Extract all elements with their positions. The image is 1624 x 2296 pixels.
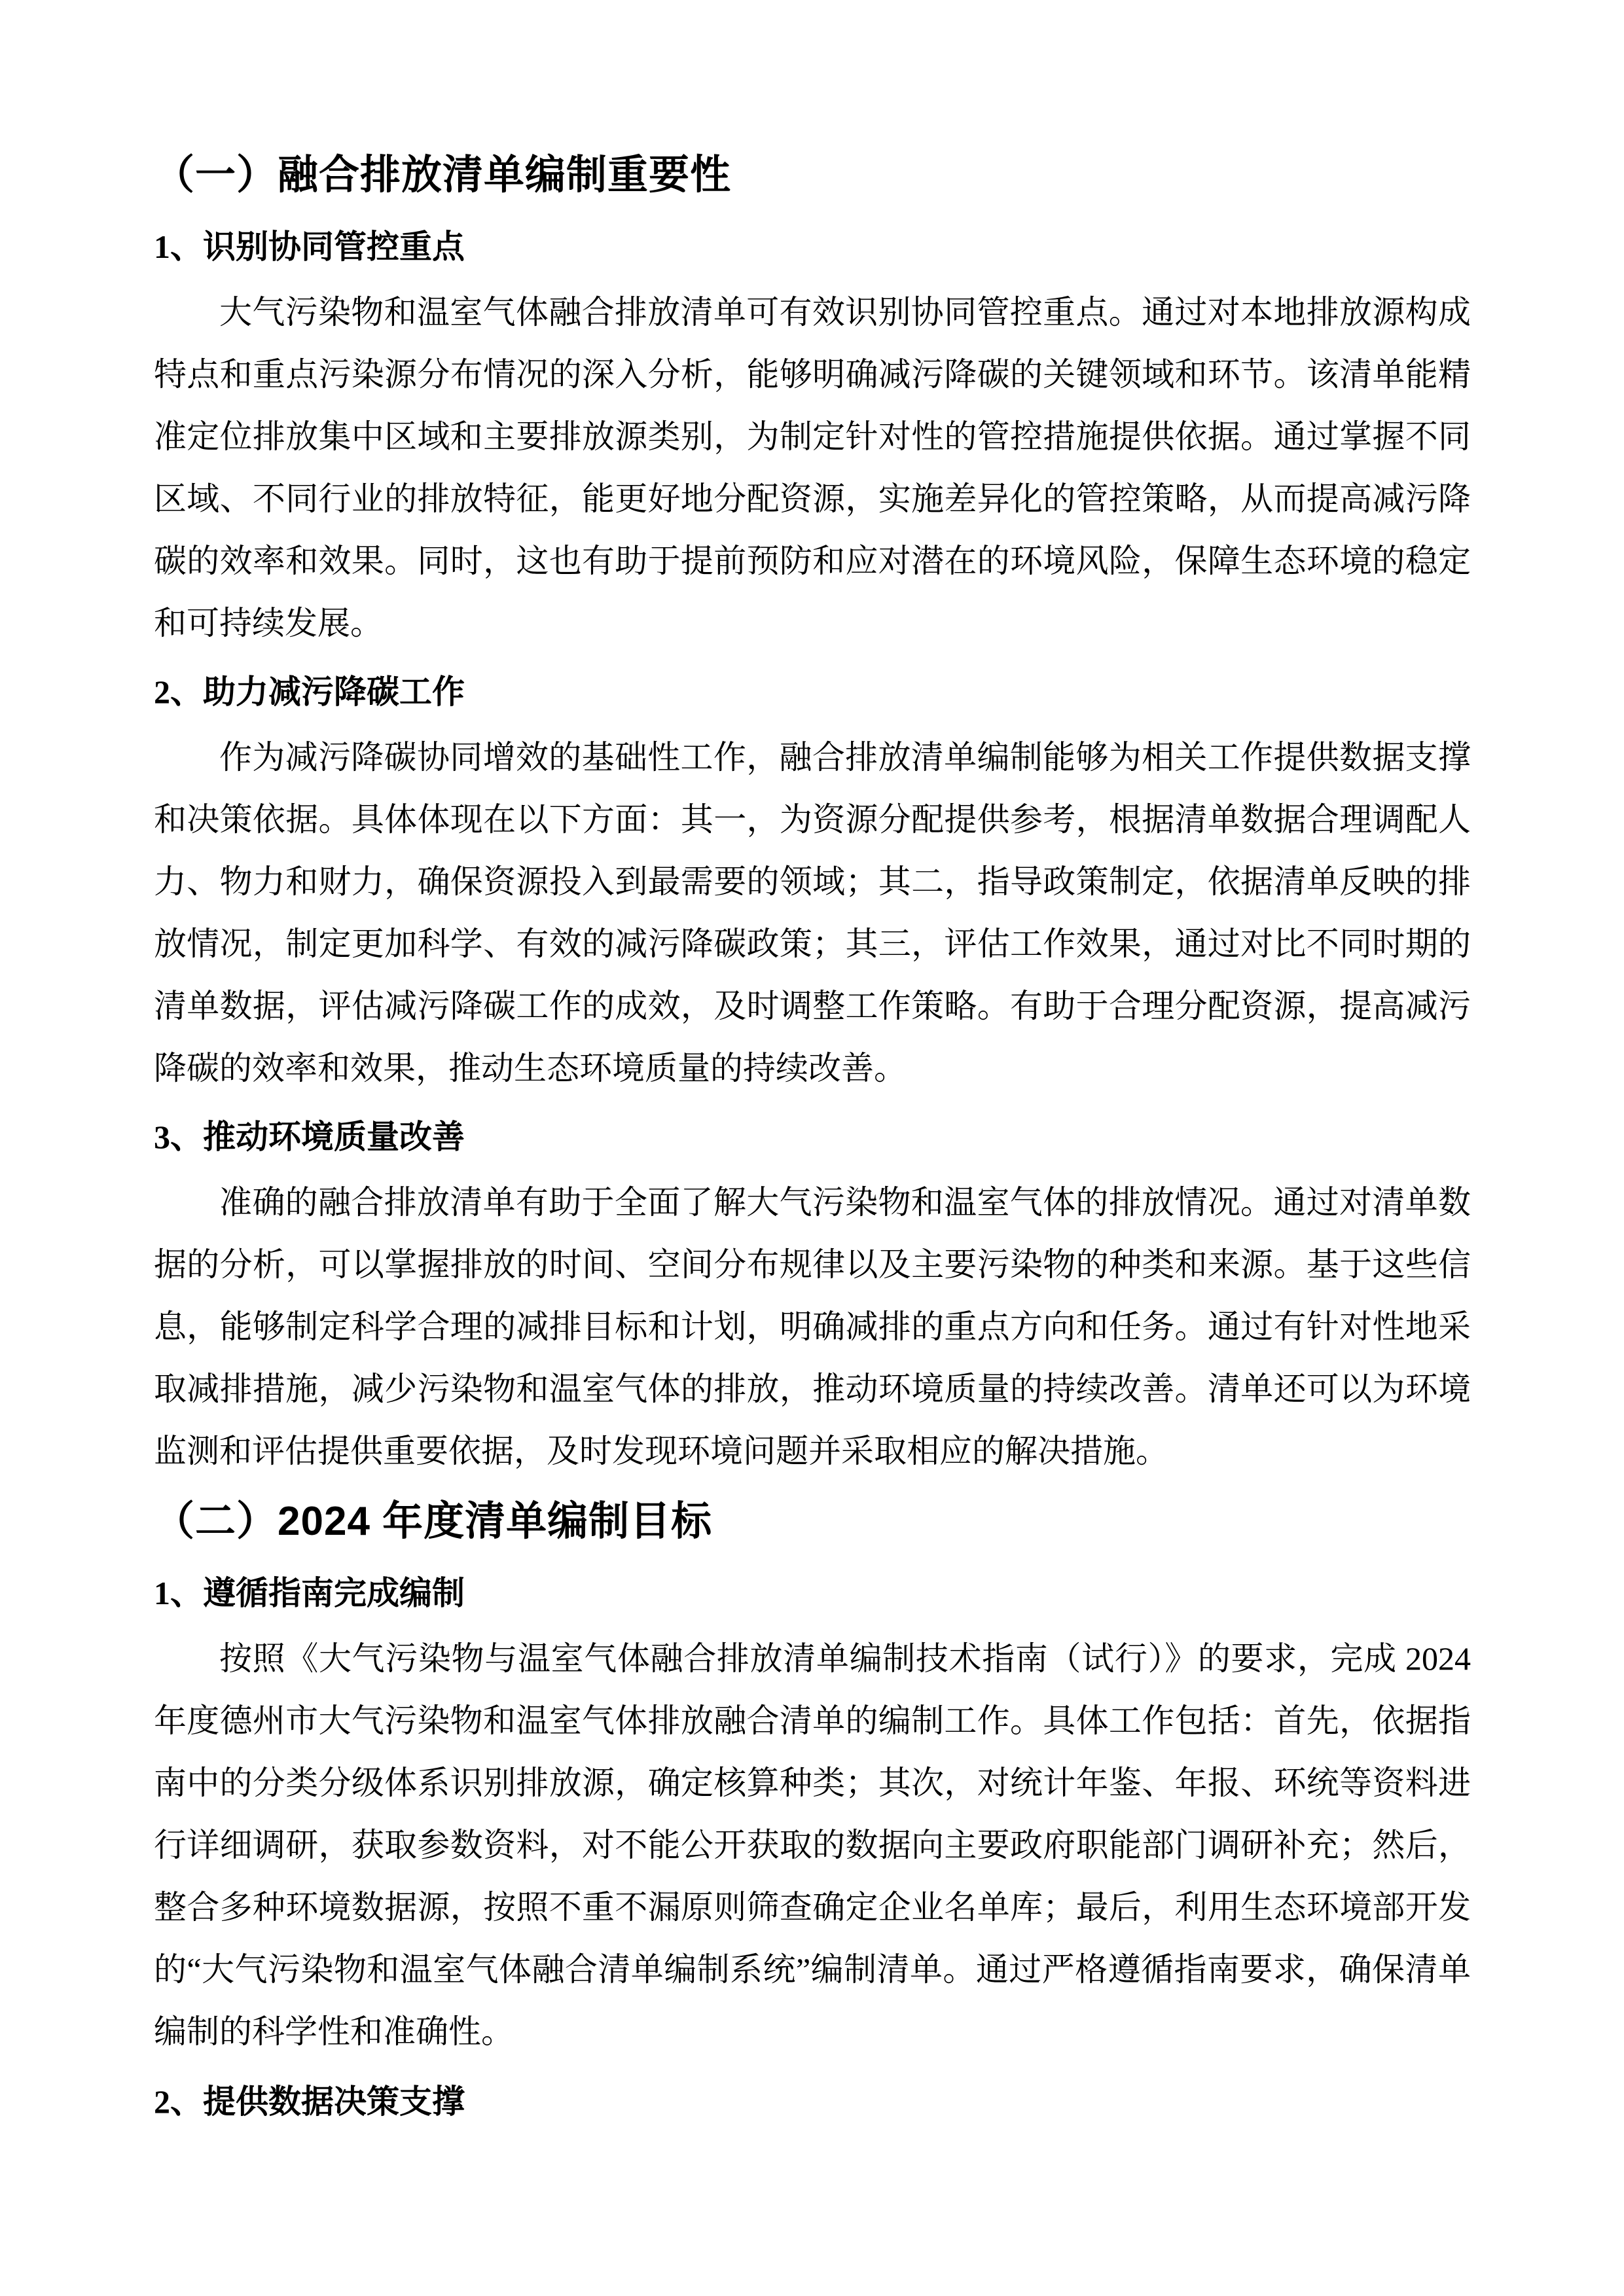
paragraph-2-1: 按照《大气污染物与温室气体融合排放清单编制技术指南（试行）》的要求，完成 2024 年度德州市大气污染物和温室气体排放融合清单的编制工作。具体工作包括：首先，依据指南中的分类分级体系识别排放源，确定核算种类；其次，对统计年鉴、年报、环统等资料进行详细调研，获取参数资料，对不能公开获取的数据向主要政府职能部门调研补充；然后，整合多种环境数据源，按照不重不漏原则筛查确定企业名单库；最后，利用生态环境部开发的“大气污染物和温室气体融合清单编制系统”编制清单。通过严格遵循指南要求，确保清单编制的科学性和准确性。 — [154, 1640, 1471, 2050]
subheading-1-2: 2、助力减污降碳工作 — [154, 673, 465, 710]
subheading-2-2: 2、提供数据决策支撑 — [154, 2083, 465, 2120]
heading-section-2: （二）2024 年度清单编制目标 — [154, 1499, 713, 1544]
paragraph-1-3: 准确的融合排放清单有助于全面了解大气污染物和温室气体的排放情况。通过对清单数据的分析，可以掌握排放的时间、空间分布规律以及主要污染物的种类和来源。基于这些信息，能够制定科学合理的减排目标和计划，明确减排的重点方向和任务。通过有针对性地采取减排措施，减少污染物和温室气体的排放，推动环境质量的持续改善。清单还可以为环境监测和评估提供重要依据，及时发现环境问题并采取相应的解决措施。 — [154, 1184, 1471, 1469]
subheading-1-3: 3、推动环境质量改善 — [154, 1119, 465, 1155]
subheading-1-1: 1、识别协同管控重点 — [154, 228, 465, 265]
document-content — [154, 0, 1471, 2126]
paragraph-1-2: 作为减污降碳协同增效的基础性工作，融合排放清单编制能够为相关工作提供数据支撑和决策依据。具体体现在以下方面：其一，为资源分配提供参考，根据清单数据合理调配人力、物力和财力，确保资源投入到最需要的领域；其二，指导政策制定，依据清单反映的排放情况，制定更加科学、有效的减污降碳政策；其三，评估工作效果，通过对比不同时期的清单数据，评估减污降碳工作的成效，及时调整工作策略。有助于合理分配资源，提高减污降碳的效率和效果，推动生态环境质量的持续改善。 — [154, 739, 1471, 1086]
heading-section-1: （一）融合排放清单编制重要性 — [154, 152, 732, 198]
paragraph-1-1: 大气污染物和温室气体融合排放清单可有效识别协同管控重点。通过对本地排放源构成特点和重点污染源分布情况的深入分析，能够明确减污降碳的关键领域和环节。该清单能精准定位排放集中区域和主要排放源类别，为制定针对性的管控措施提供依据。通过掌握不同区域、不同行业的排放特征，能更好地分配资源，实施差异化的管控策略，从而提高减污降碳的效率和效果。同时，这也有助于提前预防和应对潜在的环境风险，保障生态环境的稳定和可持续发展。 — [154, 294, 1471, 641]
subheading-2-1: 1、遵循指南完成编制 — [154, 1575, 465, 1611]
